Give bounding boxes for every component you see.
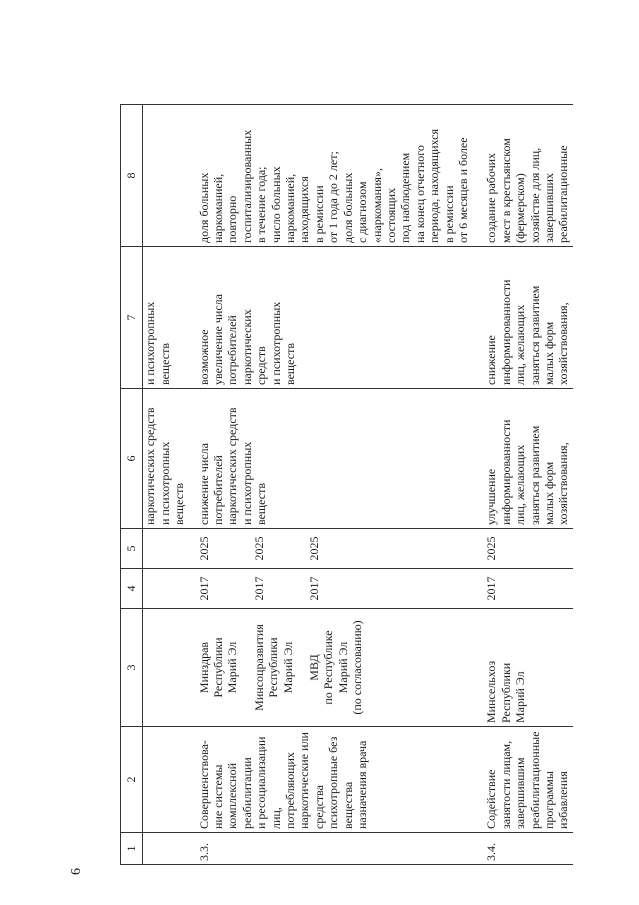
row-number: 3.4. (472, 833, 572, 865)
text-line: Марий Эл (513, 671, 528, 723)
text-line: веществ (157, 342, 172, 385)
text-line: возможное (196, 329, 211, 385)
text-line: с диагнозом (355, 181, 370, 243)
text-line: веществ (172, 482, 187, 525)
text-line: доля больных (340, 172, 355, 243)
text-line: ние системы (211, 764, 226, 829)
text-line: реабилитационные (527, 731, 542, 829)
text-line: наркоманией, (211, 173, 226, 243)
text-line: потребляющих (283, 752, 298, 829)
text-line: Республики (211, 637, 226, 698)
text-line: Содействие (484, 769, 499, 829)
text-line: комплексной (225, 762, 240, 829)
text-line: 2017 (196, 576, 211, 601)
text-line: мест в крестьянском (498, 138, 513, 243)
start-year-cell (189, 569, 473, 609)
text-line: наркотических средств (143, 407, 158, 525)
consequence-cell (189, 247, 473, 389)
text-line: доля больных (196, 172, 211, 243)
text-line: наркотических средств (225, 407, 240, 525)
text-line: в ремиссии (311, 185, 326, 243)
text-line: в течение года; (254, 166, 269, 243)
text-line: снижение (484, 335, 499, 385)
header-cell-7: 7 (121, 247, 143, 389)
text-line: лиц, желающих (513, 304, 528, 385)
text-line: «наркомания», (369, 168, 384, 243)
header-cell-1: 1 (121, 833, 143, 865)
text-line: Марий Эл (225, 641, 240, 694)
measure-name-cell (472, 727, 572, 833)
indicator-cell (472, 105, 572, 247)
text-line: от 6 месяцев и более (455, 137, 470, 243)
text-line: заняться развитием (527, 425, 542, 525)
text-line: хозяйстве для лиц, (527, 147, 542, 243)
text-line: находящихся (297, 176, 312, 243)
consequence-cell (472, 247, 572, 389)
text-line: 2025 (251, 536, 266, 561)
text-line: наркотических (239, 309, 254, 385)
text-line: число больных (268, 166, 283, 243)
text-line: вещества (340, 781, 355, 829)
text-line: Республики (498, 662, 513, 723)
header-cell-4: 4 (121, 569, 143, 609)
text-line: хозяйствования, (556, 302, 571, 385)
text-line: улучшение (484, 468, 499, 525)
text-line: реабилитации (239, 757, 254, 829)
text-line: создание рабочих (484, 152, 499, 243)
measures-table (120, 104, 573, 865)
text-line: Минсоцразвития (251, 624, 266, 711)
text-line: под наблюдением (398, 152, 413, 243)
indicator-cell (189, 105, 473, 247)
text-line: увеличение числа (211, 294, 226, 385)
text-line: состоящих (383, 188, 398, 243)
measure-name-cell (189, 727, 473, 833)
expected-result-cell (472, 389, 572, 529)
text-line: 2017 (251, 576, 266, 601)
executors-cell (189, 609, 473, 727)
continuation-consequence-cell (143, 247, 189, 389)
text-line: завершивших (541, 173, 556, 243)
row-number: 3.3. (189, 833, 473, 865)
text-line: 2017 (307, 576, 322, 601)
text-line: Марий Эл (335, 641, 350, 694)
table-row-continuation (143, 105, 189, 865)
text-line: в ремиссии (441, 185, 456, 243)
expected-result-cell (189, 389, 473, 529)
text-line: средства (311, 784, 326, 829)
text-line: заняться развитием (527, 285, 542, 385)
end-year-cell (189, 529, 473, 569)
end-year-cell: 2025 (472, 529, 572, 569)
header-cell-5: 5 (121, 529, 143, 569)
text-line: Совершенствова- (196, 740, 211, 829)
text-line: потребителей (225, 315, 240, 385)
table-row-3-4 (472, 105, 572, 865)
text-line: Минсельхоз (484, 660, 499, 723)
text-line: малых форм (541, 321, 556, 385)
text-line: (по согласованию) (350, 620, 365, 715)
text-line: Минздрав (196, 641, 211, 694)
text-line: занятости лицам, (498, 740, 513, 829)
start-year-cell: 2017 (472, 569, 572, 609)
text-line: веществ (254, 482, 269, 525)
text-line: веществ (283, 342, 298, 385)
text-line: избавления (556, 771, 571, 829)
text-line: МВД (307, 654, 322, 681)
text-line: средств (254, 346, 269, 385)
text-line: периода, находящихся (427, 129, 442, 243)
text-line: госпитализированных (239, 129, 254, 243)
text-line: наркоманией, (283, 173, 298, 243)
header-cell-2: 2 (121, 727, 143, 833)
text-line: программы (541, 771, 556, 829)
text-line: реабилитационные (556, 145, 571, 243)
text-line: наркотические или (297, 732, 312, 829)
executors-cell (472, 609, 572, 727)
text-line: информированности (498, 279, 513, 385)
text-line: лиц, (268, 807, 283, 829)
text-line: повторно (225, 195, 240, 243)
text-line: и психотропных (157, 441, 172, 525)
header-cell-8: 8 (121, 105, 143, 247)
page-number: 6 (69, 868, 84, 875)
text-line: снижение числа (196, 443, 211, 525)
text-line: и психотропных (268, 301, 283, 385)
text-line: на конец отчетного (412, 145, 427, 243)
text-line: от 1 года до 2 лет; (326, 151, 341, 243)
text-line: и ресоциализации (254, 736, 269, 829)
text-line: и психотропных (143, 301, 158, 385)
text-line: по Республике (321, 630, 336, 705)
text-line: Республики (266, 637, 281, 698)
text-line: информированности (498, 419, 513, 525)
header-cell-3: 3 (121, 609, 143, 727)
text-line: 2025 (307, 536, 322, 561)
table-header-row (121, 105, 143, 865)
text-line: Марий Эл (280, 641, 295, 694)
text-line: потребителей (211, 455, 226, 525)
text-line: хозяйствования, (556, 442, 571, 525)
text-line: лиц, желающих (513, 444, 528, 525)
text-line: завершившим (513, 757, 528, 829)
header-cell-6: 6 (121, 389, 143, 529)
text-line: (фермерском) (513, 173, 528, 243)
text-line: назначения врача (355, 740, 370, 829)
text-line: 2025 (196, 536, 211, 561)
text-line: психотропные без (326, 736, 341, 829)
text-line: и психотропных (239, 441, 254, 525)
table-row-3-3 (189, 105, 473, 865)
continuation-result-cell (143, 389, 189, 529)
text-line: малых форм (541, 461, 556, 525)
